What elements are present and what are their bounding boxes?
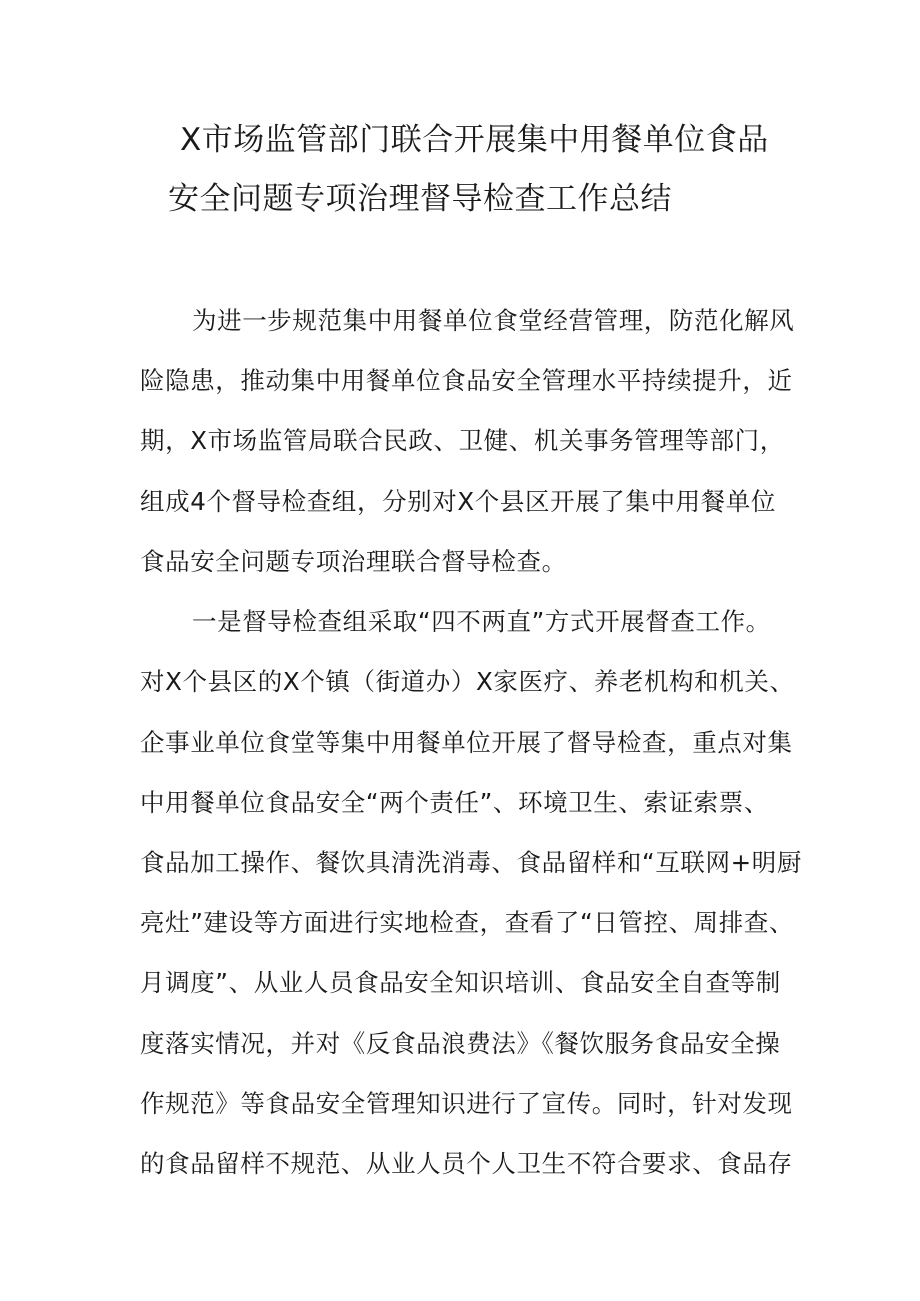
body-line-8: 企事业单位食堂等集中用餐单位开展了督导检查，重点对集: [140, 728, 793, 757]
body-line-4: 组成4个督导检查组，分别对X个县区开展了集中用餐单位: [140, 487, 776, 516]
body-line-11: 亮灶”建设等方面进行实地检查，查看了“日管控、周排查、: [140, 908, 795, 937]
body-line-1: 为进一步规范集中用餐单位食堂经营管理，防范化解风: [192, 306, 795, 335]
document-title-line-2: 安全问题专项治理督导检查工作总结: [168, 181, 672, 217]
body-line-2: 险隐患，推动集中用餐单位食品安全管理水平持续提升，近: [140, 366, 793, 395]
body-line-12: 月调度”、从业人员食品安全知识培训、食品安全自查等制: [140, 968, 781, 997]
body-line-6: 一是督导检查组采取“四不两直”方式开展督查工作。: [192, 607, 771, 636]
body-line-5: 食品安全问题专项治理联合督导检查。: [140, 547, 567, 576]
body-line-9: 中用餐单位食品安全“两个责任”、环境卫生、索证索票、: [140, 788, 769, 817]
document-title-line-1: X市场监管部门联合开展集中用餐单位食品: [180, 122, 769, 158]
body-line-7: 对X个县区的X个镇（街道办）X家医疗、养老机构和机关、: [140, 667, 795, 696]
body-line-10: 食品加工操作、餐饮具清洗消毒、食品留样和“互联网+明厨: [140, 848, 802, 877]
body-line-13: 度落实情况，并对《反食品浪费法》《餐饮服务食品安全操: [140, 1029, 781, 1058]
body-line-3: 期，X市场监管局联合民政、卫健、机关事务管理等部门，: [140, 426, 785, 455]
body-line-15: 的食品留样不规范、从业人员个人卫生不符合要求、食品存: [140, 1149, 793, 1178]
body-line-14: 作规范》等食品安全管理知识进行了宣传。同时，针对发现: [140, 1089, 793, 1118]
